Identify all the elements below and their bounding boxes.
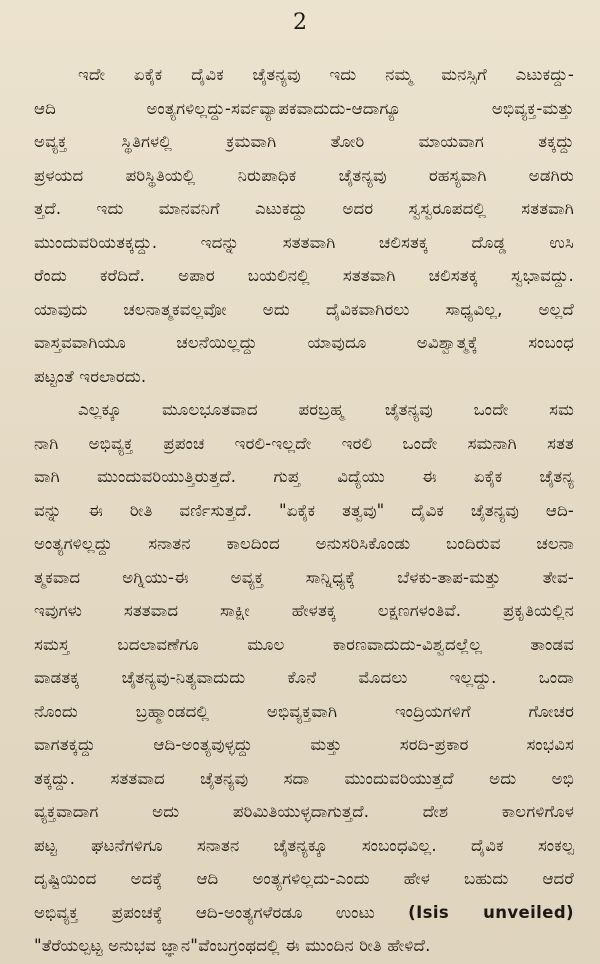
text-segment: ಅಭಿವ್ಯಕ್ತ ಪ್ರಪಂಚಕ್ಕೆ ಆದಿ-ಅಂತ್ಯಗಳೆರಡೂ ಉಂಟು [34, 902, 375, 922]
text-line: ಮುಂದುವರಿಯತಕ್ಕದ್ದು. ಇದನ್ನು ಸತತವಾಗಿ ಚಲಿಸತಕ್ಕ ದೊಡ್ಡ ಉಸಿ [34, 232, 574, 252]
text-line: ನೊಂದು ಬ್ರಹ್ಮಾಂಡದಲ್ಲಿ ಅಭಿವ್ಯಕ್ತವಾಗಿ ಇಂದ್ರಿಯಗಳಿಗೆ ಗೋಚರ [34, 701, 574, 721]
text-line: "ತೆರೆಯಲ್ಪಟ್ಟ ಅನುಭವ ಜ್ಞಾನ"ವೆಂಬಗ್ರಂಥದಲ್ಲಿ ಈ ಮುಂದಿನ ರೀತಿ ಹೇಳಿದೆ. [34, 936, 431, 955]
text-line: ಅವ್ಯಕ್ತ ಸ್ಥಿತಿಗಳಲ್ಲಿ ಕ್ರಮವಾಗಿ ತೋರಿ ಮಾಯವಾಗ ತಕ್ಕದ್ದು [34, 132, 574, 151]
body-text [34, 58, 574, 963]
text-line: ಪಟ್ಟಂತೆ ಇರಲಾರದು. [34, 366, 147, 386]
text-line: ವಾಗಿ ಮುಂದುವರಿಯುತ್ತಿರುತ್ತದೆ. ಗುಪ್ತ ವಿದ್ಯೆಯು ಈ ಏಕೈಕ ಚೈತನ್ಯ [34, 467, 574, 486]
text-line: ರೆಂದು ಕರೆದಿದೆ. ಅಪಾರ ಬಯಲಿನಲ್ಲಿ ಸತತವಾಗಿ ಚಲಿಸತಕ್ಕ ಸ್ವಭಾವದ್ದು. [34, 266, 574, 285]
text-line: ಪಟ್ಟ ಘಟನೆಗಳಿಗೂ ಸನಾತನ ಚೈತನ್ಯಕ್ಕೂ ಸಂಬಂಧವಿಲ್ಲ. ದೈವಿಕ ಸಂಕಲ್ಪ [34, 835, 574, 855]
text-line: ವನ್ನು ಈ ರೀತಿ ವರ್ಣಿಸುತ್ತದೆ. "ಏಕೈಕ ತತ್ವವು" ದೈವಿಕ ಚೈತನ್ಯವು ಆದಿ- [34, 500, 574, 520]
text-line: ವ್ಯಕ್ತವಾದಾಗ ಅದು ಪರಿಮಿತಿಯುಳ್ಳದಾಗುತ್ತದೆ. ದೇಶ ಕಾಲಗಳಿಗೊಳ [34, 802, 574, 821]
text-line: ವಾಗತಕ್ಕದ್ದು ಆದಿ-ಅಂತ್ಯವುಳ್ಳದ್ದು ಮತ್ತು ಸರದಿ-ಪ್ರಕಾರ ಸಂಭವಿಸ [34, 735, 574, 754]
text-line: ದೃಷ್ಟಿಯಿಂದ ಅದಕ್ಕೆ ಆದಿ ಅಂತ್ಯಗಳಿಲ್ಲದು-ಎಂದು ಹೇಳ ಬಹುದು ಆದರೆ [34, 869, 574, 888]
text-line: ವಾಡತಕ್ಕ ಚೈತನ್ಯವು-ನಿತ್ಯವಾದುದು ಕೊನೆ ಮೊದಲು ಇಲ್ಲದ್ದು. ಒಂದಾ [34, 668, 574, 687]
text-line: ನಾಗಿ ಅಭಿವ್ಯಕ್ತ ಪ್ರಪಂಚ ಇರಲಿ-ಇಲ್ಲದೇ ಇರಲಿ ಒಂದೇ ಸಮನಾಗಿ ಸತತ [34, 433, 574, 453]
text-line: ತ್ಮಕವಾದ ಅಗ್ನಿಯು-ಈ ಅವ್ಯಕ್ತ ಸಾನ್ನಿಧ್ಯಕ್ಕೆ ಬೆಳಕು-ತಾಪ-ಮತ್ತು ತೇವ- [34, 567, 574, 587]
text-line: ಆದಿ ಅಂತ್ಯಗಳಿಲ್ಲದ್ದು-ಸರ್ವವ್ಯಾಪಕವಾದುದು-ಆದಾಗ್ಯೂ ಅಭಿವ್ಯಕ್ತ-ಮತ್ತು [34, 98, 574, 118]
text-line: ಪ್ರಳಯದ ಪರಿಸ್ಥಿತಿಯಲ್ಲಿ ನಿರುಪಾಧಿಕ ಚೈತನ್ಯವು ರಹಸ್ಯವಾಗಿ ಅಡಗಿರು [34, 165, 574, 185]
text-line: ವಾಸ್ತವವಾಗಿಯೂ ಚಲನೆಯಿಲ್ಲದ್ದು ಯಾವುದೂ ಅವಿಶ್ವಾತ್ಮಕ್ಕೆ ಸಂಬಂಧ [34, 333, 574, 352]
text-line: ಇವುಗಳು ಸತತವಾದ ಸಾಕ್ಷೀ ಹೇಳತಕ್ಕ ಲಕ್ಷಣಗಳಂತಿವೆ. ಪ್ರಕೃತಿಯಲ್ಲಿನ [34, 601, 574, 620]
text-line: ತಕ್ಕದ್ದು. ಸತತವಾದ ಚೈತನ್ಯವು ಸದಾ ಮುಂದುವರಿಯುತ್ತದೆ ಅದು ಅಭಿ [34, 768, 574, 788]
text-line: ಇದೇ ಏಕೈಕ ದೈವಿಕ ಚೈತನ್ಯವು ಇದು ನಮ್ಮ ಮನಸ್ಸಿಗೆ ಎಟುಕದ್ದು- [78, 65, 574, 84]
text-line: ಎಲ್ಲಕ್ಕೂ ಮೂಲಭೂತವಾದ ಪರಬ್ರಹ್ಮ ಚೈತನ್ಯವು ಒಂದೇ ಸಮ [78, 400, 574, 419]
text-line: ಯಾವುದು ಚಲನಾತ್ಮಕವಲ್ಲವೋ ಅದು ದೈವಿಕವಾಗಿರಲು ಸಾಧ್ಯವಿಲ್ಲ, ಅಲ್ಲದೆ [34, 299, 574, 319]
latin-title: (Isis unveiled) [408, 902, 574, 922]
text-line: ಸಮಸ್ತ ಬದಲಾವಣೆಗೂ ಮೂಲ ಕಾರಣವಾದುದು-ವಿಶ್ವದಲ್ಲೆಲ್ಲ ತಾಂಡವ [34, 634, 574, 654]
text-line: ತ್ತದೆ. ಇದು ಮಾನವನಿಗೆ ಎಟುಕದ್ದು ಅದರ ಸ್ವಸ್ವರೂಪದಲ್ಲಿ ಸತತವಾಗಿ [34, 199, 574, 218]
page-number: 2 [293, 10, 307, 35]
text-line-with-latin [34, 896, 574, 930]
text-line: ಅಂತ್ಯಗಳಿಲ್ಲದ್ದು ಸನಾತನ ಕಾಲದಿಂದ ಅನುಸರಿಸಿಕೊಂಡು ಬಂದಿರುವ ಚಲನಾ [34, 534, 574, 553]
